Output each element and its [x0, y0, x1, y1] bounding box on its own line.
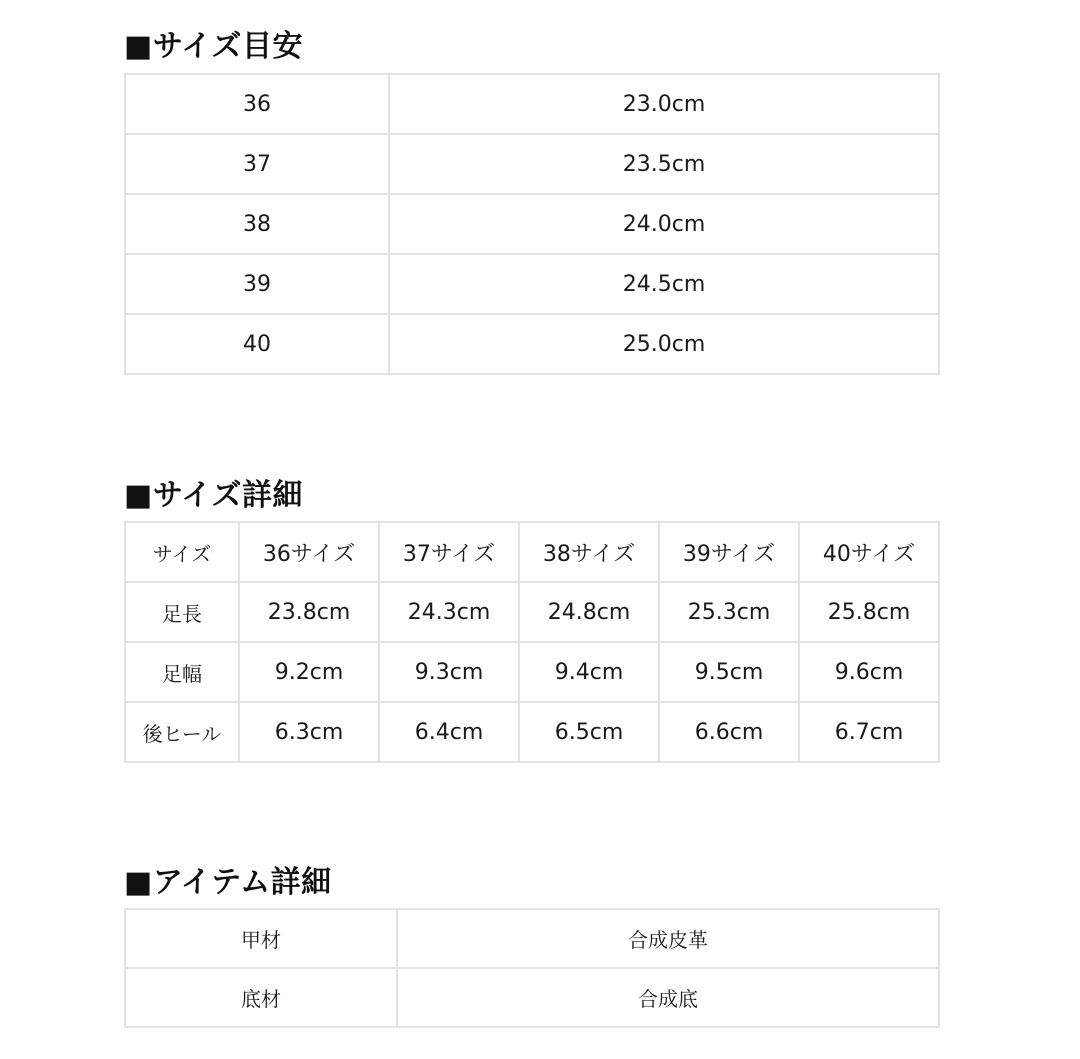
value-cell: 25.8cm: [799, 582, 939, 642]
table-row: [125, 582, 939, 642]
size-cell: 40: [125, 314, 389, 374]
row-label: 後ヒール: [125, 702, 239, 762]
header-cell: サイズ: [125, 522, 239, 582]
size-cell: 37: [125, 134, 389, 194]
value-cell: 6.5cm: [519, 702, 659, 762]
table-row: [125, 642, 939, 702]
size-details-title: ■サイズ詳細: [124, 478, 303, 513]
value-cell: 9.2cm: [239, 642, 379, 702]
material-value: 合成皮革: [397, 909, 939, 968]
material-label: 甲材: [125, 909, 397, 968]
size-cell: 36: [125, 74, 389, 134]
value-cell: 6.4cm: [379, 702, 519, 762]
row-label: 足長: [125, 582, 239, 642]
size-cell: 38: [125, 194, 389, 254]
value-cell: 6.3cm: [239, 702, 379, 762]
value-cell: 24.8cm: [519, 582, 659, 642]
value-cell: 23.8cm: [239, 582, 379, 642]
value-cell: 9.5cm: [659, 642, 799, 702]
table-row: [125, 134, 939, 194]
length-cell: 23.0cm: [389, 74, 939, 134]
table-row: [125, 194, 939, 254]
header-cell: 38サイズ: [519, 522, 659, 582]
material-label: 底材: [125, 968, 397, 1027]
header-cell: 40サイズ: [799, 522, 939, 582]
row-label: 足幅: [125, 642, 239, 702]
header-cell: 37サイズ: [379, 522, 519, 582]
value-cell: 9.6cm: [799, 642, 939, 702]
header-cell: 39サイズ: [659, 522, 799, 582]
size-cell: 39: [125, 254, 389, 314]
length-cell: 23.5cm: [389, 134, 939, 194]
value-cell: 6.7cm: [799, 702, 939, 762]
value-cell: 9.3cm: [379, 642, 519, 702]
length-cell: 24.5cm: [389, 254, 939, 314]
table-row: [125, 702, 939, 762]
size-guide-table: [124, 73, 940, 375]
size-details-table: [124, 521, 940, 763]
value-cell: 25.3cm: [659, 582, 799, 642]
table-header-row: [125, 522, 939, 582]
table-row: [125, 74, 939, 134]
table-row: [125, 314, 939, 374]
value-cell: 9.4cm: [519, 642, 659, 702]
length-cell: 24.0cm: [389, 194, 939, 254]
item-details-title: ■アイテム詳細: [124, 865, 332, 900]
table-row: [125, 909, 939, 968]
header-cell: 36サイズ: [239, 522, 379, 582]
size-guide-title: ■サイズ目安: [124, 29, 303, 64]
material-value: 合成底: [397, 968, 939, 1027]
length-cell: 25.0cm: [389, 314, 939, 374]
table-row: [125, 968, 939, 1027]
value-cell: 6.6cm: [659, 702, 799, 762]
value-cell: 24.3cm: [379, 582, 519, 642]
item-details-table: [124, 908, 940, 1028]
table-row: [125, 254, 939, 314]
